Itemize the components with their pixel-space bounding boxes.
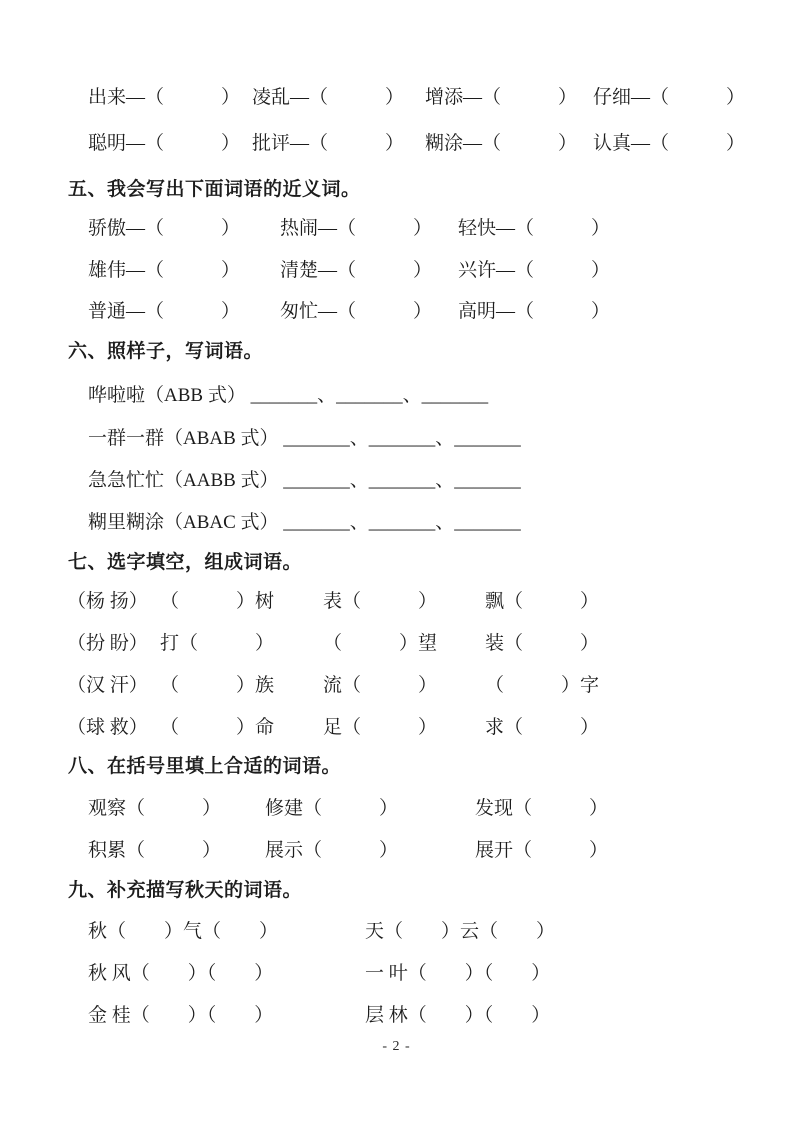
fill-blank-item: 一群一群（ABAB 式） _______、_______、_______ [88, 428, 521, 449]
choose-char-row [0, 632, 793, 656]
section-heading-6: 六、照样子，写词语。 [68, 341, 264, 362]
pattern-row [0, 384, 793, 408]
antonym-row [0, 86, 793, 110]
fill-blank-item: 流（ ） [323, 675, 438, 696]
choose-char-row [0, 674, 793, 698]
fill-blank-item: 哗啦啦（ABB 式） _______、_______、_______ [88, 385, 489, 406]
fill-blank-item: 金 桂（ ）（ ） [88, 1005, 274, 1026]
fill-blank-item: 匆忙—（ ） [280, 301, 433, 322]
fill-blank-item: 清楚—（ ） [280, 260, 433, 281]
fill-blank-item: 认真—（ ） [593, 133, 746, 154]
char-options: （汉 汗） [67, 675, 148, 696]
autumn-word-row [0, 962, 793, 986]
autumn-word-row [0, 920, 793, 944]
fill-blank-item: （ ）树 [160, 591, 275, 612]
fill-blank-item: 骄傲—（ ） [88, 218, 241, 239]
fill-blank-item: 发现（ ） [475, 798, 609, 819]
synonym-row [0, 300, 793, 324]
fill-blank-item: 批评—（ ） [252, 133, 405, 154]
fill-blank-item: 秋（ ）气（ ） [88, 921, 279, 942]
fill-blank-item: （ ）望 [323, 633, 438, 654]
fill-blank-item: 兴许—（ ） [458, 260, 611, 281]
fill-blank-item: 展开（ ） [475, 840, 609, 861]
fill-blank-item: 飘（ ） [485, 591, 600, 612]
fill-blank-item: 轻快—（ ） [458, 218, 611, 239]
fill-blank-item: 热闹—（ ） [280, 218, 433, 239]
fill-blank-item: 打（ ） [160, 633, 275, 654]
fill-blank-item: 层 林（ ）（ ） [365, 1005, 551, 1026]
char-options: （扮 盼） [67, 633, 148, 654]
fill-blank-item: 糊里糊涂（ABAC 式） _______、_______、_______ [88, 512, 521, 533]
fill-blank-item: （ ）族 [160, 675, 275, 696]
bracket-fill-row [0, 797, 793, 821]
fill-blank-item: 雄伟—（ ） [88, 260, 241, 281]
fill-blank-item: 表（ ） [323, 591, 438, 612]
page-number: - 2 - [382, 1039, 411, 1054]
fill-blank-item: 天（ ）云（ ） [365, 921, 556, 942]
char-options: （球 救） [67, 717, 148, 738]
section-heading-5: 五、我会写出下面词语的近义词。 [68, 179, 361, 200]
fill-blank-item: 凌乱—（ ） [252, 87, 405, 108]
fill-blank-item: （ ）字 [485, 675, 600, 696]
fill-blank-item: 装（ ） [485, 633, 600, 654]
synonym-row [0, 217, 793, 241]
fill-blank-item: 积累（ ） [88, 840, 222, 861]
fill-blank-item: 出来—（ ） [88, 87, 241, 108]
section-heading-8: 八、在括号里填上合适的词语。 [68, 756, 342, 777]
section-heading-7: 七、选字填空，组成词语。 [68, 552, 303, 573]
fill-blank-item: 普通—（ ） [88, 301, 241, 322]
synonym-row [0, 259, 793, 283]
fill-blank-item: 糊涂—（ ） [425, 133, 578, 154]
fill-blank-item: 一 叶（ ）（ ） [365, 963, 551, 984]
pattern-row [0, 427, 793, 451]
fill-blank-item: 展示（ ） [265, 840, 399, 861]
fill-blank-item: 仔细—（ ） [593, 87, 746, 108]
fill-blank-item: 聪明—（ ） [88, 133, 241, 154]
fill-blank-item: 求（ ） [485, 717, 600, 738]
fill-blank-item: 修建（ ） [265, 798, 399, 819]
choose-char-row [0, 716, 793, 740]
choose-char-row [0, 590, 793, 614]
antonym-row [0, 132, 793, 156]
bracket-fill-row [0, 839, 793, 863]
pattern-row [0, 511, 793, 535]
char-options: （杨 扬） [67, 591, 148, 612]
section-heading-9: 九、补充描写秋天的词语。 [68, 880, 303, 901]
fill-blank-item: 急急忙忙（AABB 式） _______、_______、_______ [88, 470, 521, 491]
pattern-row [0, 469, 793, 493]
fill-blank-item: 足（ ） [323, 717, 438, 738]
fill-blank-item: 增添—（ ） [425, 87, 578, 108]
autumn-word-row [0, 1004, 793, 1028]
fill-blank-item: 观察（ ） [88, 798, 222, 819]
fill-blank-item: （ ）命 [160, 717, 275, 738]
fill-blank-item: 秋 风（ ）（ ） [88, 963, 274, 984]
fill-blank-item: 高明—（ ） [458, 301, 611, 322]
